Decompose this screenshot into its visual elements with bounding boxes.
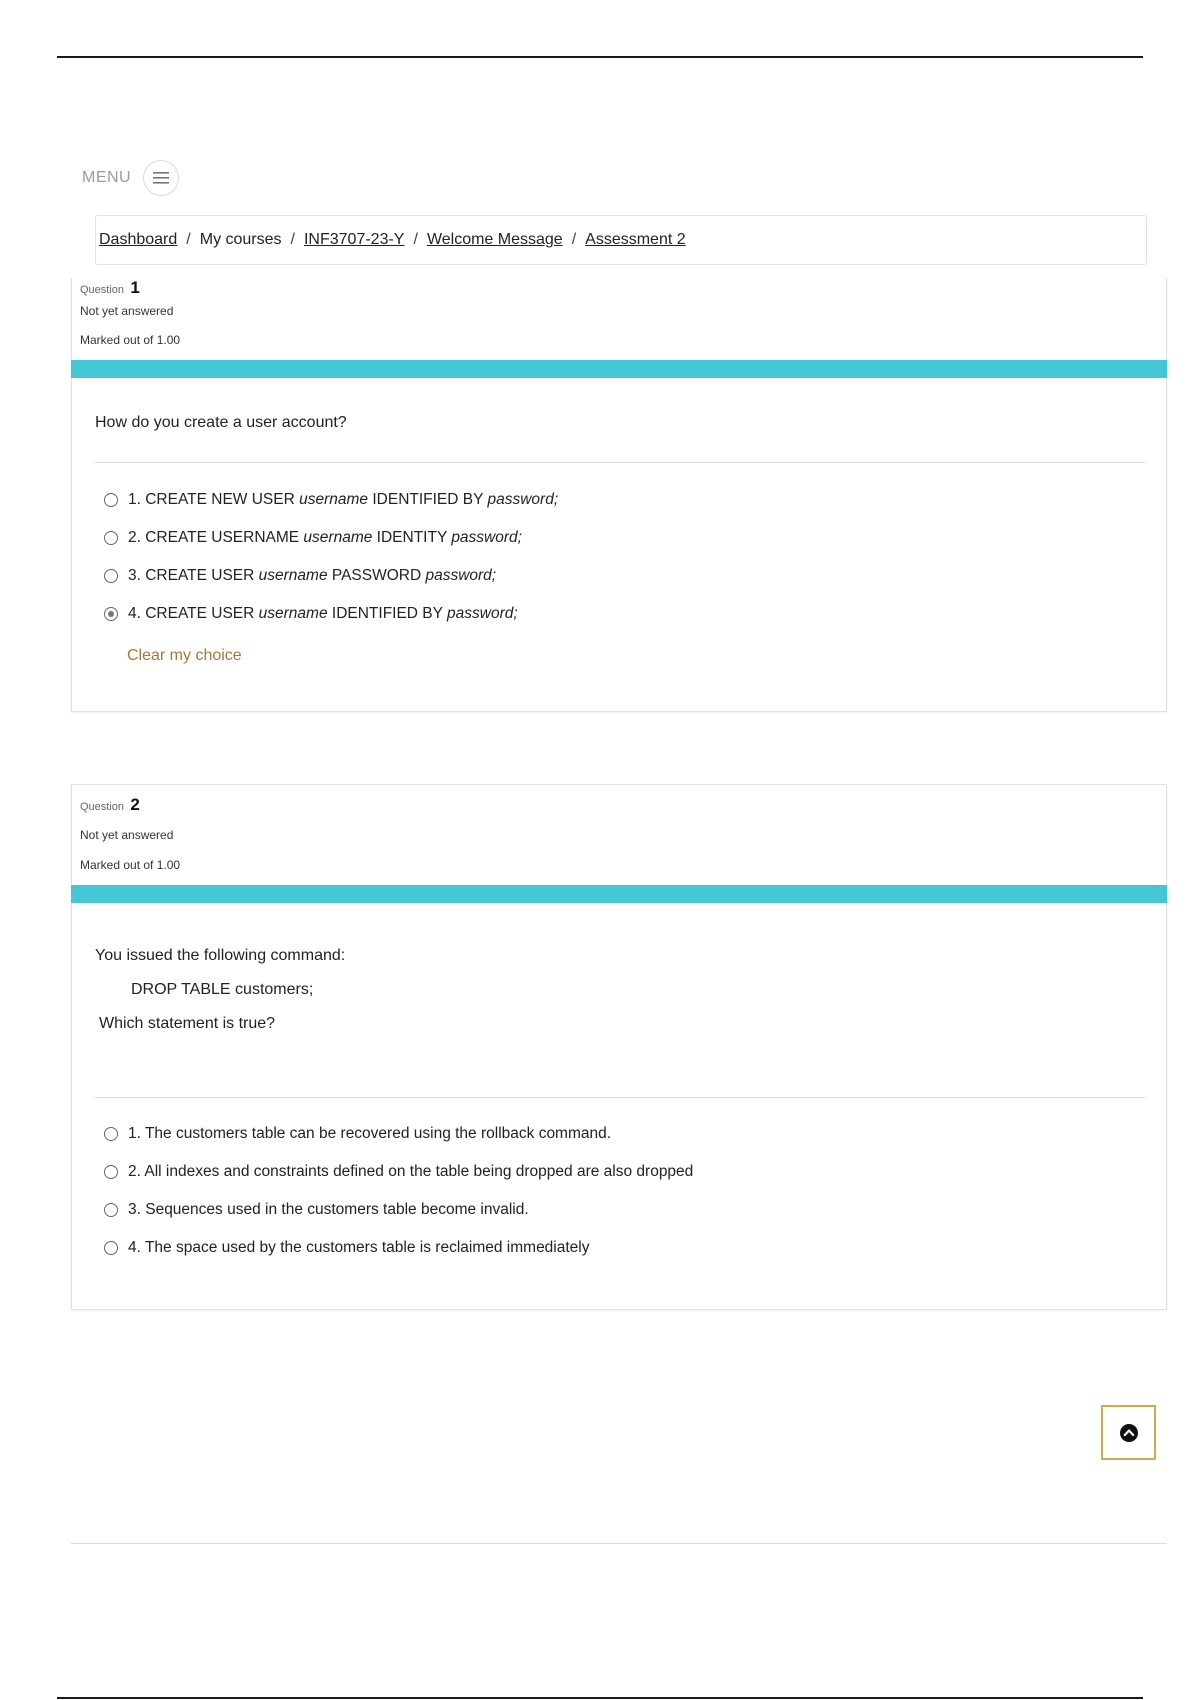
question-number-value: 1 <box>130 278 140 297</box>
question-label: Question <box>80 284 125 296</box>
hamburger-icon[interactable] <box>143 160 179 196</box>
radio-button[interactable] <box>104 1203 118 1217</box>
option-text: 1. The customers table can be recovered using the rollback command. <box>128 1125 612 1142</box>
breadcrumb-separator: / <box>290 231 295 248</box>
question-label: Question <box>80 801 125 813</box>
option-text: 2. All indexes and constraints defined on the table being dropped are also dropped <box>128 1163 694 1180</box>
answer-option-4[interactable] <box>104 605 518 623</box>
question-number-value: 2 <box>130 795 140 814</box>
radio-button[interactable] <box>104 493 118 507</box>
question-accent-bar <box>71 360 1167 378</box>
question-accent-bar <box>71 885 1167 903</box>
question-marks: Marked out of 1.00 <box>80 333 181 347</box>
question-divider <box>95 462 1145 463</box>
option-text: 4. The space used by the customers table is reclaimed immediately <box>128 1239 590 1256</box>
answer-option-1[interactable] <box>104 491 558 509</box>
question-status: Not yet answered <box>80 304 174 318</box>
radio-button[interactable] <box>104 531 118 545</box>
question-card-1 <box>71 278 1167 712</box>
clear-choice-link[interactable]: Clear my choice <box>127 647 242 664</box>
radio-button-selected[interactable] <box>104 607 118 621</box>
breadcrumb-welcome-message[interactable]: Welcome Message <box>426 231 563 248</box>
answer-option-2[interactable] <box>104 529 522 547</box>
scroll-to-top-button[interactable] <box>1101 1405 1156 1460</box>
question-prompt: Which statement is true? <box>99 1015 276 1032</box>
breadcrumb-separator: / <box>186 231 191 248</box>
breadcrumb-assessment[interactable]: Assessment 2 <box>585 231 686 248</box>
breadcrumb <box>95 215 1147 265</box>
answer-option-3[interactable] <box>104 567 496 585</box>
question-number <box>80 278 140 298</box>
question-code: DROP TABLE customers; <box>131 981 314 998</box>
breadcrumb-separator: / <box>413 231 418 248</box>
radio-button[interactable] <box>104 1241 118 1255</box>
radio-button[interactable] <box>104 569 118 583</box>
question-status: Not yet answered <box>80 828 174 842</box>
breadcrumb-separator: / <box>571 231 577 248</box>
question-divider <box>95 1097 1145 1098</box>
answer-option-4[interactable] <box>104 1239 590 1257</box>
question-card-2 <box>71 784 1167 1310</box>
option-text: 2. CREATE USERNAME username IDENTITY password; <box>128 529 522 546</box>
answer-option-1[interactable] <box>104 1125 611 1143</box>
question-text: How do you create a user account? <box>95 414 347 431</box>
footer-divider <box>71 1543 1167 1544</box>
option-text: 3. Sequences used in the customers table become invalid. <box>128 1201 529 1218</box>
breadcrumb-my-courses: My courses <box>199 231 282 248</box>
answer-option-3[interactable] <box>104 1201 529 1219</box>
option-text: 4. CREATE USER username IDENTIFIED BY password; <box>128 605 518 622</box>
chevron-up-circle-icon <box>1119 1423 1139 1443</box>
breadcrumb-course[interactable]: INF3707-23-Y <box>303 231 405 248</box>
radio-button[interactable] <box>104 1127 118 1141</box>
page-top-rule <box>57 56 1143 58</box>
option-text: 1. CREATE NEW USER username IDENTIFIED BY password; <box>128 491 559 508</box>
breadcrumb-dashboard[interactable]: Dashboard <box>99 231 178 248</box>
question-text-intro: You issued the following command: <box>95 947 346 964</box>
menu-label: MENU <box>82 169 132 186</box>
option-text: 3. CREATE USER username PASSWORD password; <box>128 567 497 584</box>
question-marks: Marked out of 1.00 <box>80 858 181 872</box>
radio-button[interactable] <box>104 1165 118 1179</box>
question-number <box>80 795 140 815</box>
menu-toggle[interactable] <box>82 160 179 196</box>
answer-option-2[interactable] <box>104 1163 693 1181</box>
page-bottom-rule <box>57 1697 1143 1699</box>
